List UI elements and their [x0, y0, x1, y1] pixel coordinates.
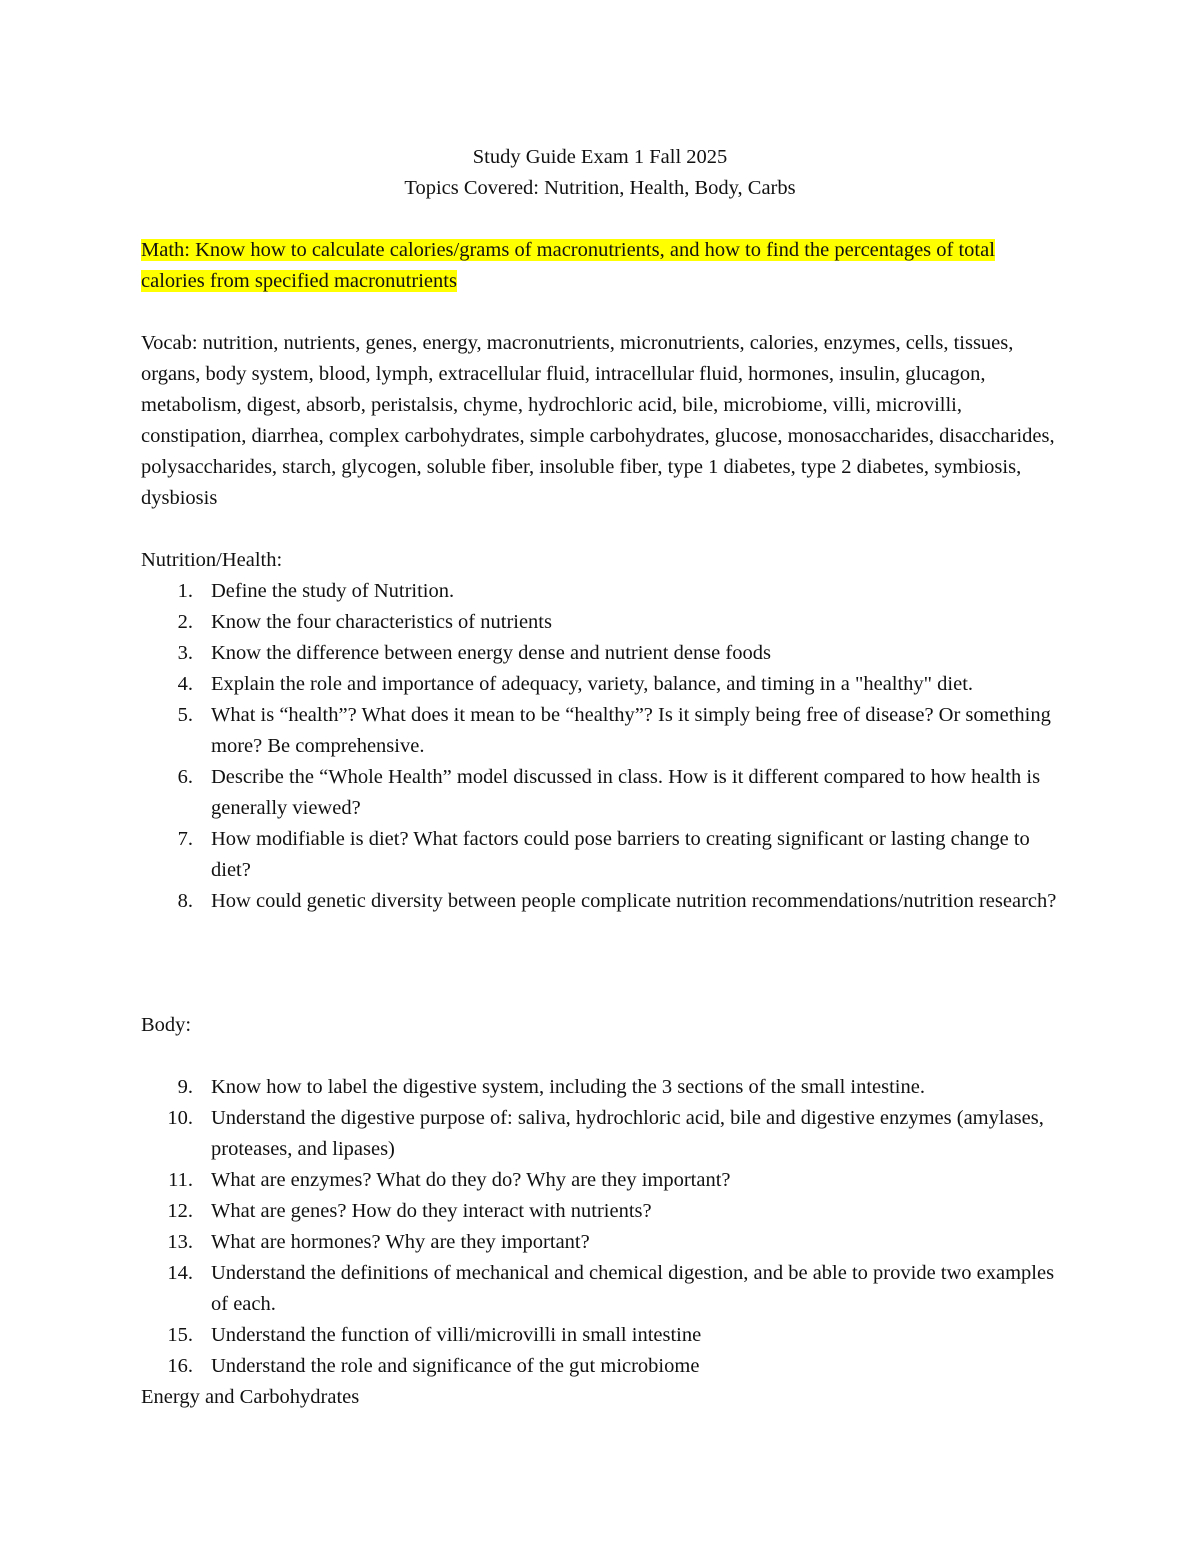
list-item — [141, 669, 1061, 700]
list-item-text: How modifiable is diet? What factors could pose barriers to creating significant or lasting change to diet? — [211, 828, 1030, 881]
list-item-number: 9. — [177, 1076, 193, 1098]
math-note-text: Math: Know how to calculate calories/grams of macronutrients, and how to find the percentages of total calories from specified macronutrients — [141, 239, 995, 292]
list-item — [141, 824, 1061, 886]
document-title: Study Guide Exam 1 Fall 2025 — [472, 146, 728, 168]
list-item-number: 8. — [177, 890, 193, 912]
nutrition-health-heading: Nutrition/Health: — [141, 549, 283, 571]
list-item-text: Know the difference between energy dense and nutrient dense foods — [211, 642, 771, 664]
nutrition-health-list — [141, 576, 1061, 917]
list-item-text: What are genes? How do they interact with nutrients? — [211, 1200, 652, 1222]
list-item-text: Understand the role and significance of the gut microbiome — [211, 1355, 700, 1377]
list-item-text: Explain the role and importance of adequacy, variety, balance, and timing in a "healthy" diet. — [211, 673, 974, 695]
document-subtitle: Topics Covered: Nutrition, Health, Body, Carbs — [404, 177, 796, 199]
list-item-number: 12. — [167, 1200, 193, 1222]
list-item-text: Know how to label the digestive system, including the 3 sections of the small intestine. — [211, 1076, 925, 1098]
list-item — [141, 576, 1061, 607]
list-item-number: 13. — [167, 1231, 193, 1253]
list-item-number: 16. — [167, 1355, 193, 1377]
list-item-text: What are hormones? Why are they important? — [211, 1231, 590, 1253]
list-item-text: What are enzymes? What do they do? Why are they important? — [211, 1169, 731, 1191]
list-item — [141, 1103, 1061, 1165]
list-item-text: What is “health”? What does it mean to be “healthy”? Is it simply being free of disease? Or something more? Be comprehensive. — [211, 704, 1051, 757]
list-item — [141, 1320, 1061, 1351]
list-item-text: Understand the digestive purpose of: saliva, hydrochloric acid, bile and digestive enzymes (amylases, proteases, and lipases) — [211, 1107, 1044, 1160]
list-item-number: 11. — [168, 1169, 193, 1191]
list-item-text: Understand the definitions of mechanical and chemical digestion, and be able to provide two examples of each. — [211, 1262, 1055, 1315]
list-item-text: How could genetic diversity between people complicate nutrition recommendations/nutrition research? — [211, 890, 1057, 912]
list-item-text: Define the study of Nutrition. — [211, 580, 455, 602]
list-item-number: 10. — [167, 1107, 193, 1129]
vocab-paragraph: Vocab: nutrition, nutrients, genes, energy, macronutrients, micronutrients, calories, enzymes, cells, tissues, organs, body system, blood, lymph, extracellular fluid, intracellular fluid, hormones, insulin, glucagon, metabolism, digest, absorb, peristalsis, chyme, hydrochloric acid, bile, microbiome, villi, microvilli, constipation, diarrhea, complex carbohydrates, simple carbohydrates, glucose, monosaccharides, disaccharides, polysaccharides, starch, glycogen, soluble fiber, insoluble fiber, type 1 diabetes, type 2 diabetes, symbiosis, dysbiosis — [141, 332, 1055, 509]
math-note — [141, 235, 1061, 297]
list-item-number: 4. — [177, 673, 193, 695]
list-item-number: 2. — [177, 611, 193, 633]
list-item-text: Know the four characteristics of nutrients — [211, 611, 552, 633]
list-item — [141, 1227, 1061, 1258]
list-item-number: 7. — [177, 828, 193, 850]
list-item — [141, 1196, 1061, 1227]
list-item-number: 3. — [177, 642, 193, 664]
list-item-text: Understand the function of villi/microvilli in small intestine — [211, 1324, 702, 1346]
list-item-number: 15. — [167, 1324, 193, 1346]
list-item — [141, 700, 1061, 762]
list-item — [141, 607, 1061, 638]
body-heading: Body: — [141, 1014, 192, 1036]
list-item — [141, 886, 1061, 917]
list-item — [141, 638, 1061, 669]
list-item-text: Describe the “Whole Health” model discussed in class. How is it different compared to how health is generally viewed? — [211, 766, 1041, 819]
list-item-number: 6. — [177, 766, 193, 788]
list-item — [141, 762, 1061, 824]
energy-carbs-heading: Energy and Carbohydrates — [141, 1386, 360, 1408]
list-item — [141, 1165, 1061, 1196]
list-item — [141, 1351, 1061, 1382]
body-list — [141, 1072, 1061, 1382]
list-item-number: 14. — [167, 1262, 193, 1284]
list-item — [141, 1258, 1061, 1320]
list-item-number: 5. — [177, 704, 193, 726]
list-item — [141, 1072, 1061, 1103]
list-item-number: 1. — [177, 580, 193, 602]
